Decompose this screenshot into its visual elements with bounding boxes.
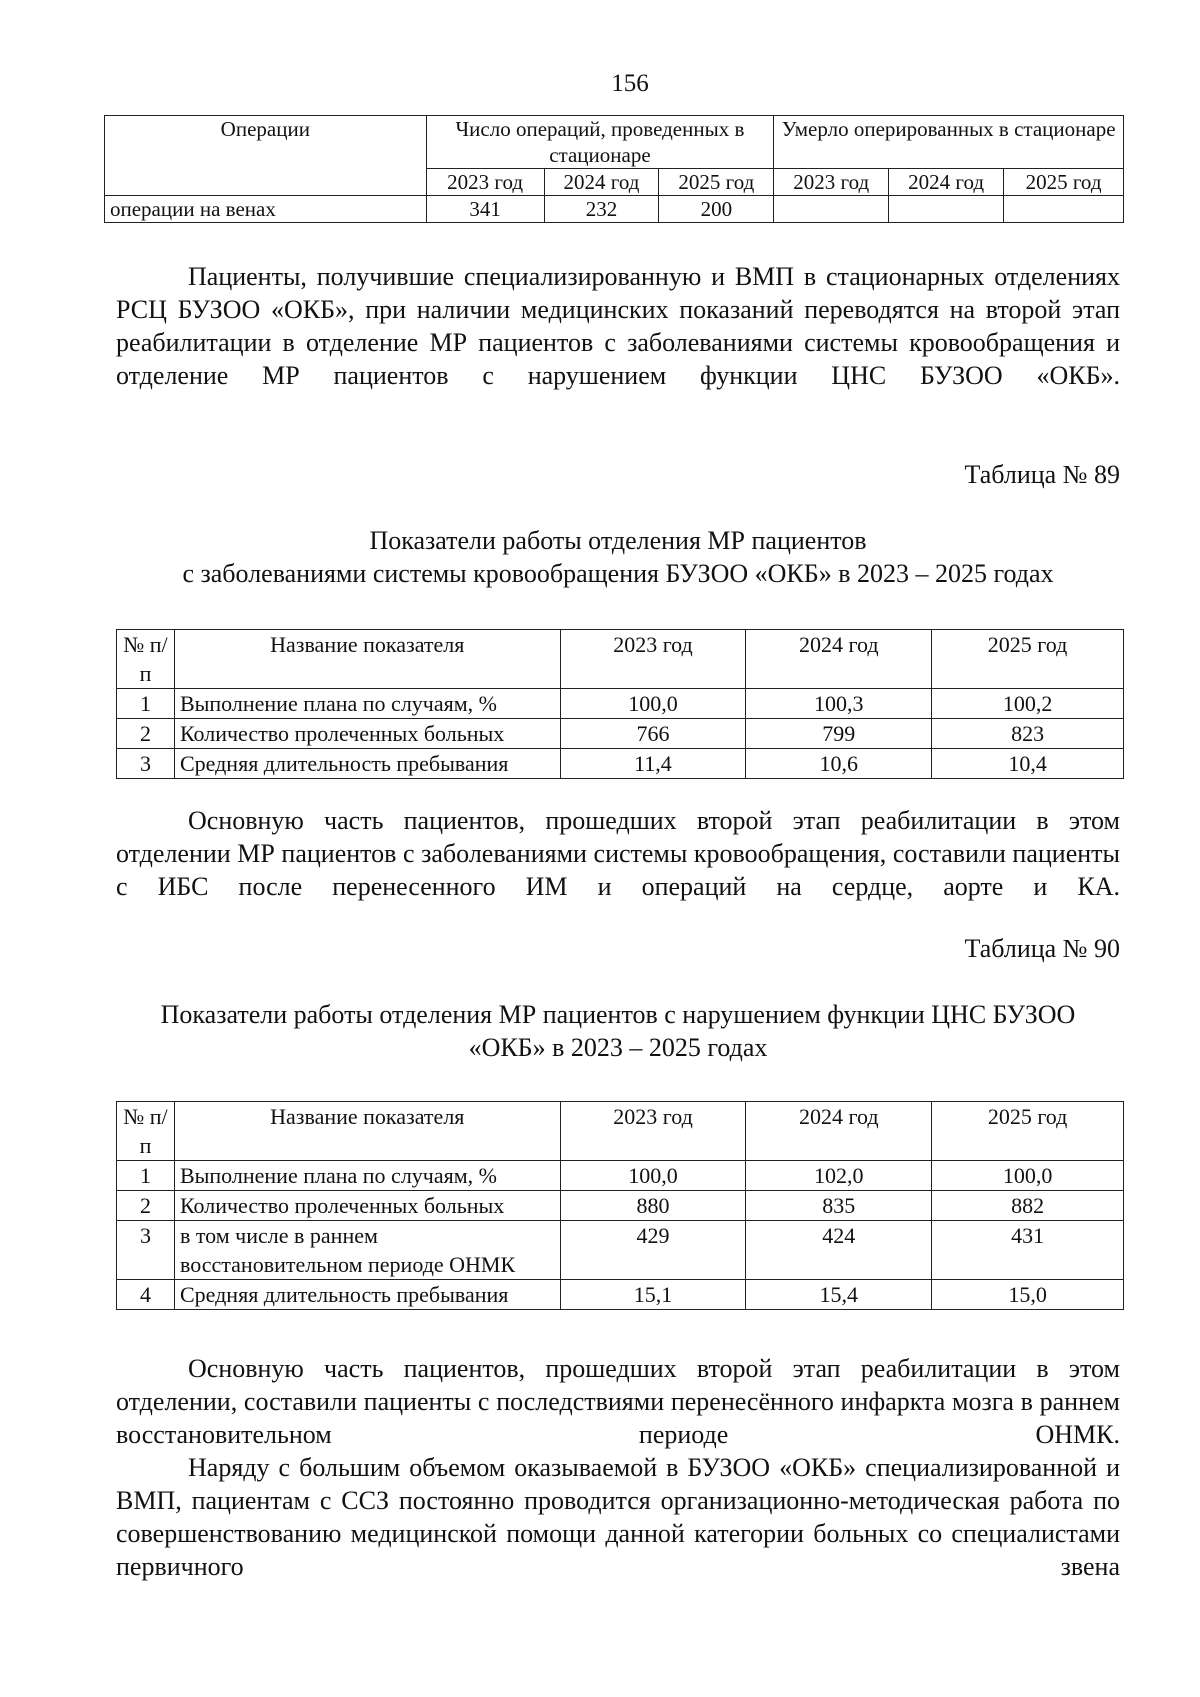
row-value: 15,4 [746, 1280, 932, 1310]
row-name: Средняя длительность пребывания [174, 1280, 560, 1310]
ops-cell [774, 196, 889, 223]
table-90-caption-line1: Показатели работы отделения МР пациентов с нарушением функции ЦНС БУЗОО [160, 1000, 1076, 1029]
table-row [117, 689, 1124, 719]
row-value: 429 [560, 1221, 746, 1280]
row-value: 882 [932, 1191, 1124, 1221]
ops-cell [889, 196, 1004, 223]
header-num: № п/п [117, 630, 175, 689]
table-row [117, 1161, 1124, 1191]
row-num: 2 [117, 1191, 175, 1221]
row-value: 10,4 [932, 749, 1124, 779]
paragraph-2: Основную часть пациентов, прошедших второй этап реабилитации в этом отделении МР пациентов с заболеваниями системы кровообращения, составили пациенты с ИБС после перенесенного ИМ и операций на сердце, аорте и КА. [116, 806, 1120, 901]
row-value: 102,0 [746, 1161, 932, 1191]
table-89-caption-line1: Показатели работы отделения МР пациентов [369, 526, 867, 555]
table-89 [116, 629, 1124, 779]
table-row [117, 719, 1124, 749]
ops-row-name: операции на венах [105, 196, 427, 223]
table-90-caption [116, 998, 1120, 1064]
ops-year-header: 2024 год [544, 169, 659, 196]
row-value: 880 [560, 1191, 746, 1221]
page-number: 156 [611, 70, 649, 97]
paragraph-3: Основную часть пациентов, прошедших второй этап реабилитации в этом отделении, составили пациенты с последствиями перенесённого инфаркта мозга в раннем восстановительном периоде ОНМК. [116, 1354, 1120, 1449]
ops-cell [1004, 196, 1124, 223]
ops-cell: 341 [426, 196, 544, 223]
row-name: Средняя длительность пребывания [174, 749, 560, 779]
table-row [105, 196, 1124, 223]
table-89-label: Таблица № 89 [964, 460, 1120, 489]
row-num: 3 [117, 749, 175, 779]
ops-cell: 232 [544, 196, 659, 223]
table-89-caption [116, 524, 1120, 590]
ops-year-header: 2025 год [659, 169, 774, 196]
row-value: 431 [932, 1221, 1124, 1280]
header-year-2025: 2025 год [932, 630, 1124, 689]
row-value: 10,6 [746, 749, 932, 779]
row-value: 100,0 [560, 1161, 746, 1191]
header-year-2024: 2024 год [746, 630, 932, 689]
row-name: в том числе в раннем восстановительном периоде ОНМК [174, 1221, 560, 1280]
row-value: 835 [746, 1191, 932, 1221]
row-value: 799 [746, 719, 932, 749]
header-year-2024: 2024 год [746, 1102, 932, 1161]
row-num: 1 [117, 1161, 175, 1191]
row-value: 100,2 [932, 689, 1124, 719]
row-value: 823 [932, 719, 1124, 749]
table-89-caption-line2: с заболеваниями системы кровообращения БУЗОО «ОКБ» в 2023 – 2025 годах [182, 559, 1054, 588]
table-90-label: Таблица № 90 [964, 934, 1120, 963]
row-value: 766 [560, 719, 746, 749]
row-name: Количество пролеченных больных [174, 719, 560, 749]
header-year-2025: 2025 год [932, 1102, 1124, 1161]
row-num: 2 [117, 719, 175, 749]
row-name: Количество пролеченных больных [174, 1191, 560, 1221]
ops-header-died: Умерло оперированных в стационаре [774, 116, 1124, 169]
row-num: 3 [117, 1221, 175, 1280]
paragraph-4: Наряду с большим объемом оказываемой в БУЗОО «ОКБ» специализированной и ВМП, пациентам с ССЗ постоянно проводится организационно-методическая работа по совершенствованию медицинской помощи данной категории больных со специалистами первичного звена [116, 1453, 1120, 1581]
row-num: 4 [117, 1280, 175, 1310]
ops-year-header: 2024 год [889, 169, 1004, 196]
header-num: № п/п [117, 1102, 175, 1161]
table-90-caption-line2: «ОКБ» в 2023 – 2025 годах [468, 1033, 768, 1062]
row-value: 100,3 [746, 689, 932, 719]
header-year-2023: 2023 год [560, 1102, 746, 1161]
ops-header-operations: Операции [105, 116, 427, 196]
row-value: 11,4 [560, 749, 746, 779]
row-value: 15,1 [560, 1280, 746, 1310]
ops-header-count: Число операций, проведенных в стационаре [426, 116, 774, 169]
row-name: Выполнение плана по случаям, % [174, 1161, 560, 1191]
table-row [117, 1280, 1124, 1310]
ops-year-header: 2023 год [774, 169, 889, 196]
row-value: 424 [746, 1221, 932, 1280]
row-num: 1 [117, 689, 175, 719]
row-value: 100,0 [560, 689, 746, 719]
header-year-2023: 2023 год [560, 630, 746, 689]
table-90 [116, 1101, 1124, 1310]
ops-year-header: 2023 год [426, 169, 544, 196]
table-row [117, 749, 1124, 779]
paragraph-1: Пациенты, получившие специализированную и ВМП в стационарных отделениях РСЦ БУЗОО «ОКБ», при наличии медицинских показаний переводятся на второй этап реабилитации в отделение МР пациентов с заболеваниями системы кровообращения и отделение МР пациентов с нарушением функции ЦНС БУЗОО «ОКБ». [116, 262, 1120, 390]
header-name: Название показателя [174, 630, 560, 689]
row-name: Выполнение плана по случаям, % [174, 689, 560, 719]
row-value: 100,0 [932, 1161, 1124, 1191]
row-value: 15,0 [932, 1280, 1124, 1310]
table-row [117, 1221, 1124, 1280]
ops-year-header: 2025 год [1004, 169, 1124, 196]
header-name: Название показателя [174, 1102, 560, 1161]
table-row [117, 1191, 1124, 1221]
operations-table [104, 115, 1124, 223]
ops-cell: 200 [659, 196, 774, 223]
